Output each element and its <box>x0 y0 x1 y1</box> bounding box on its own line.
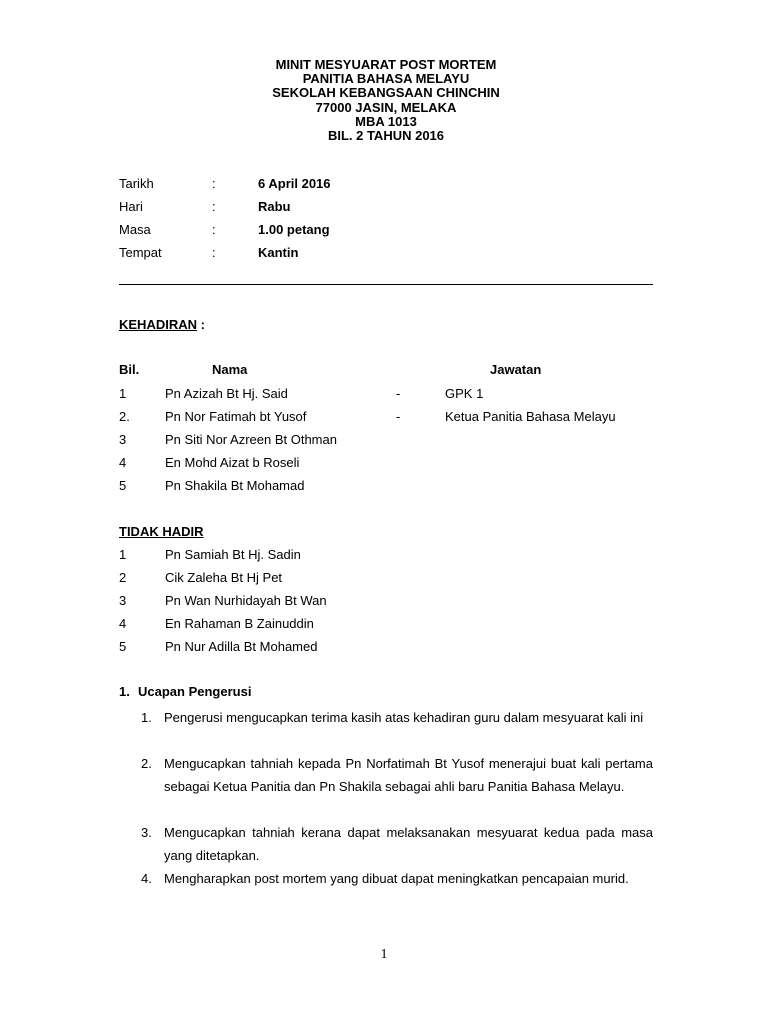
item-text: Pengerusi mengucapkan terima kasih atas kehadiran guru dalam mesyuarat kali ini <box>164 710 644 725</box>
meta-value-date: 6 April 2016 <box>258 176 331 191</box>
attendee-name: Pn Shakila Bt Mohamad <box>165 478 305 493</box>
header-meeting-number: BIL. 2 TAHUN 2016 <box>327 128 445 144</box>
column-header-name: Nama <box>212 362 248 377</box>
page-number: 1 <box>380 947 388 962</box>
list-item-number: 1 <box>119 386 127 401</box>
column-header-position: Jawatan <box>490 362 542 377</box>
attendee-name: En Mohd Aizat b Roseli <box>165 455 300 470</box>
attendance-heading-colon: : <box>197 317 205 332</box>
list-item-number: 4 <box>119 616 127 631</box>
absentee-name: Pn Samiah Bt Hj. Sadin <box>165 547 301 562</box>
attendee-name: Pn Siti Nor Azreen Bt Othman <box>165 432 337 447</box>
meta-label-day: Hari <box>119 199 143 214</box>
horizontal-divider <box>119 284 653 285</box>
section-number: 1. <box>119 684 130 699</box>
item-text: Mengucapkan tahniah kepada Pn Norfatimah Bt Yusof menerajui buat kali pertama sebagai Ketua Panitia dan Pn Shakila sebagai ahli baru Panitia Bahasa Melayu. <box>164 756 653 794</box>
meta-label-place: Tempat <box>119 245 162 260</box>
item-number: 4. <box>141 871 152 886</box>
absentee-name: En Rahaman B Zainuddin <box>165 616 314 631</box>
list-item-number: 1 <box>119 547 127 562</box>
meta-value-place: Kantin <box>258 245 299 260</box>
absent-heading: TIDAK HADIR <box>119 524 204 539</box>
absentee-name: Pn Wan Nurhidayah Bt Wan <box>165 593 327 608</box>
absentee-name: Cik Zaleha Bt Hj Pet <box>165 570 283 585</box>
attendee-position: Ketua Panitia Bahasa Melayu <box>445 409 616 424</box>
attendee-position: GPK 1 <box>445 386 484 401</box>
column-header-number: Bil. <box>119 362 140 377</box>
attendee-name: Pn Nor Fatimah bt Yusof <box>165 409 307 424</box>
section-title: Ucapan Pengerusi <box>138 684 252 699</box>
list-item-number: 5 <box>119 478 127 493</box>
meta-colon: : <box>212 222 216 237</box>
meta-label-date: Tarikh <box>119 176 154 191</box>
item-number: 3. <box>141 825 152 840</box>
document-header <box>0 58 768 143</box>
meta-colon: : <box>212 176 216 191</box>
item-text: Mengucapkan tahniah kerana dapat melaksanakan mesyuarat kedua pada masa yang ditetapkan. <box>164 825 653 863</box>
meta-label-time: Masa <box>119 222 151 237</box>
item-number: 2. <box>141 756 152 771</box>
dash-separator: - <box>396 409 401 424</box>
list-item-number: 3 <box>119 432 127 447</box>
meta-value-time: 1.00 petang <box>258 222 330 237</box>
list-item-number: 3 <box>119 593 127 608</box>
meta-value-day: Rabu <box>258 199 291 214</box>
list-item-number: 4 <box>119 455 127 470</box>
attendee-name: Pn Azizah Bt Hj. Said <box>165 386 288 401</box>
list-item-number: 5 <box>119 639 127 654</box>
attendance-heading-text: KEHADIRAN <box>119 317 197 332</box>
item-number: 1. <box>141 710 152 725</box>
item-text: Mengharapkan post mortem yang dibuat dapat meningkatkan pencapaian murid. <box>164 871 629 886</box>
header-committee: PANITIA BAHASA MELAYU <box>302 71 470 87</box>
meta-colon: : <box>212 245 216 260</box>
attendance-heading <box>119 317 205 333</box>
list-item-number: 2 <box>119 570 127 585</box>
header-address: 77000 JASIN, MELAKA <box>315 99 457 115</box>
meta-colon: : <box>212 199 216 214</box>
list-item-number: 2. <box>119 409 130 424</box>
dash-separator: - <box>396 386 401 401</box>
header-code: MBA 1013 <box>355 113 417 129</box>
header-school: SEKOLAH KEBANGSAAN CHINCHIN <box>272 85 500 101</box>
absentee-name: Pn Nur Adilla Bt Mohamed <box>165 639 318 654</box>
header-title: MINIT MESYUARAT POST MORTEM <box>275 57 497 72</box>
